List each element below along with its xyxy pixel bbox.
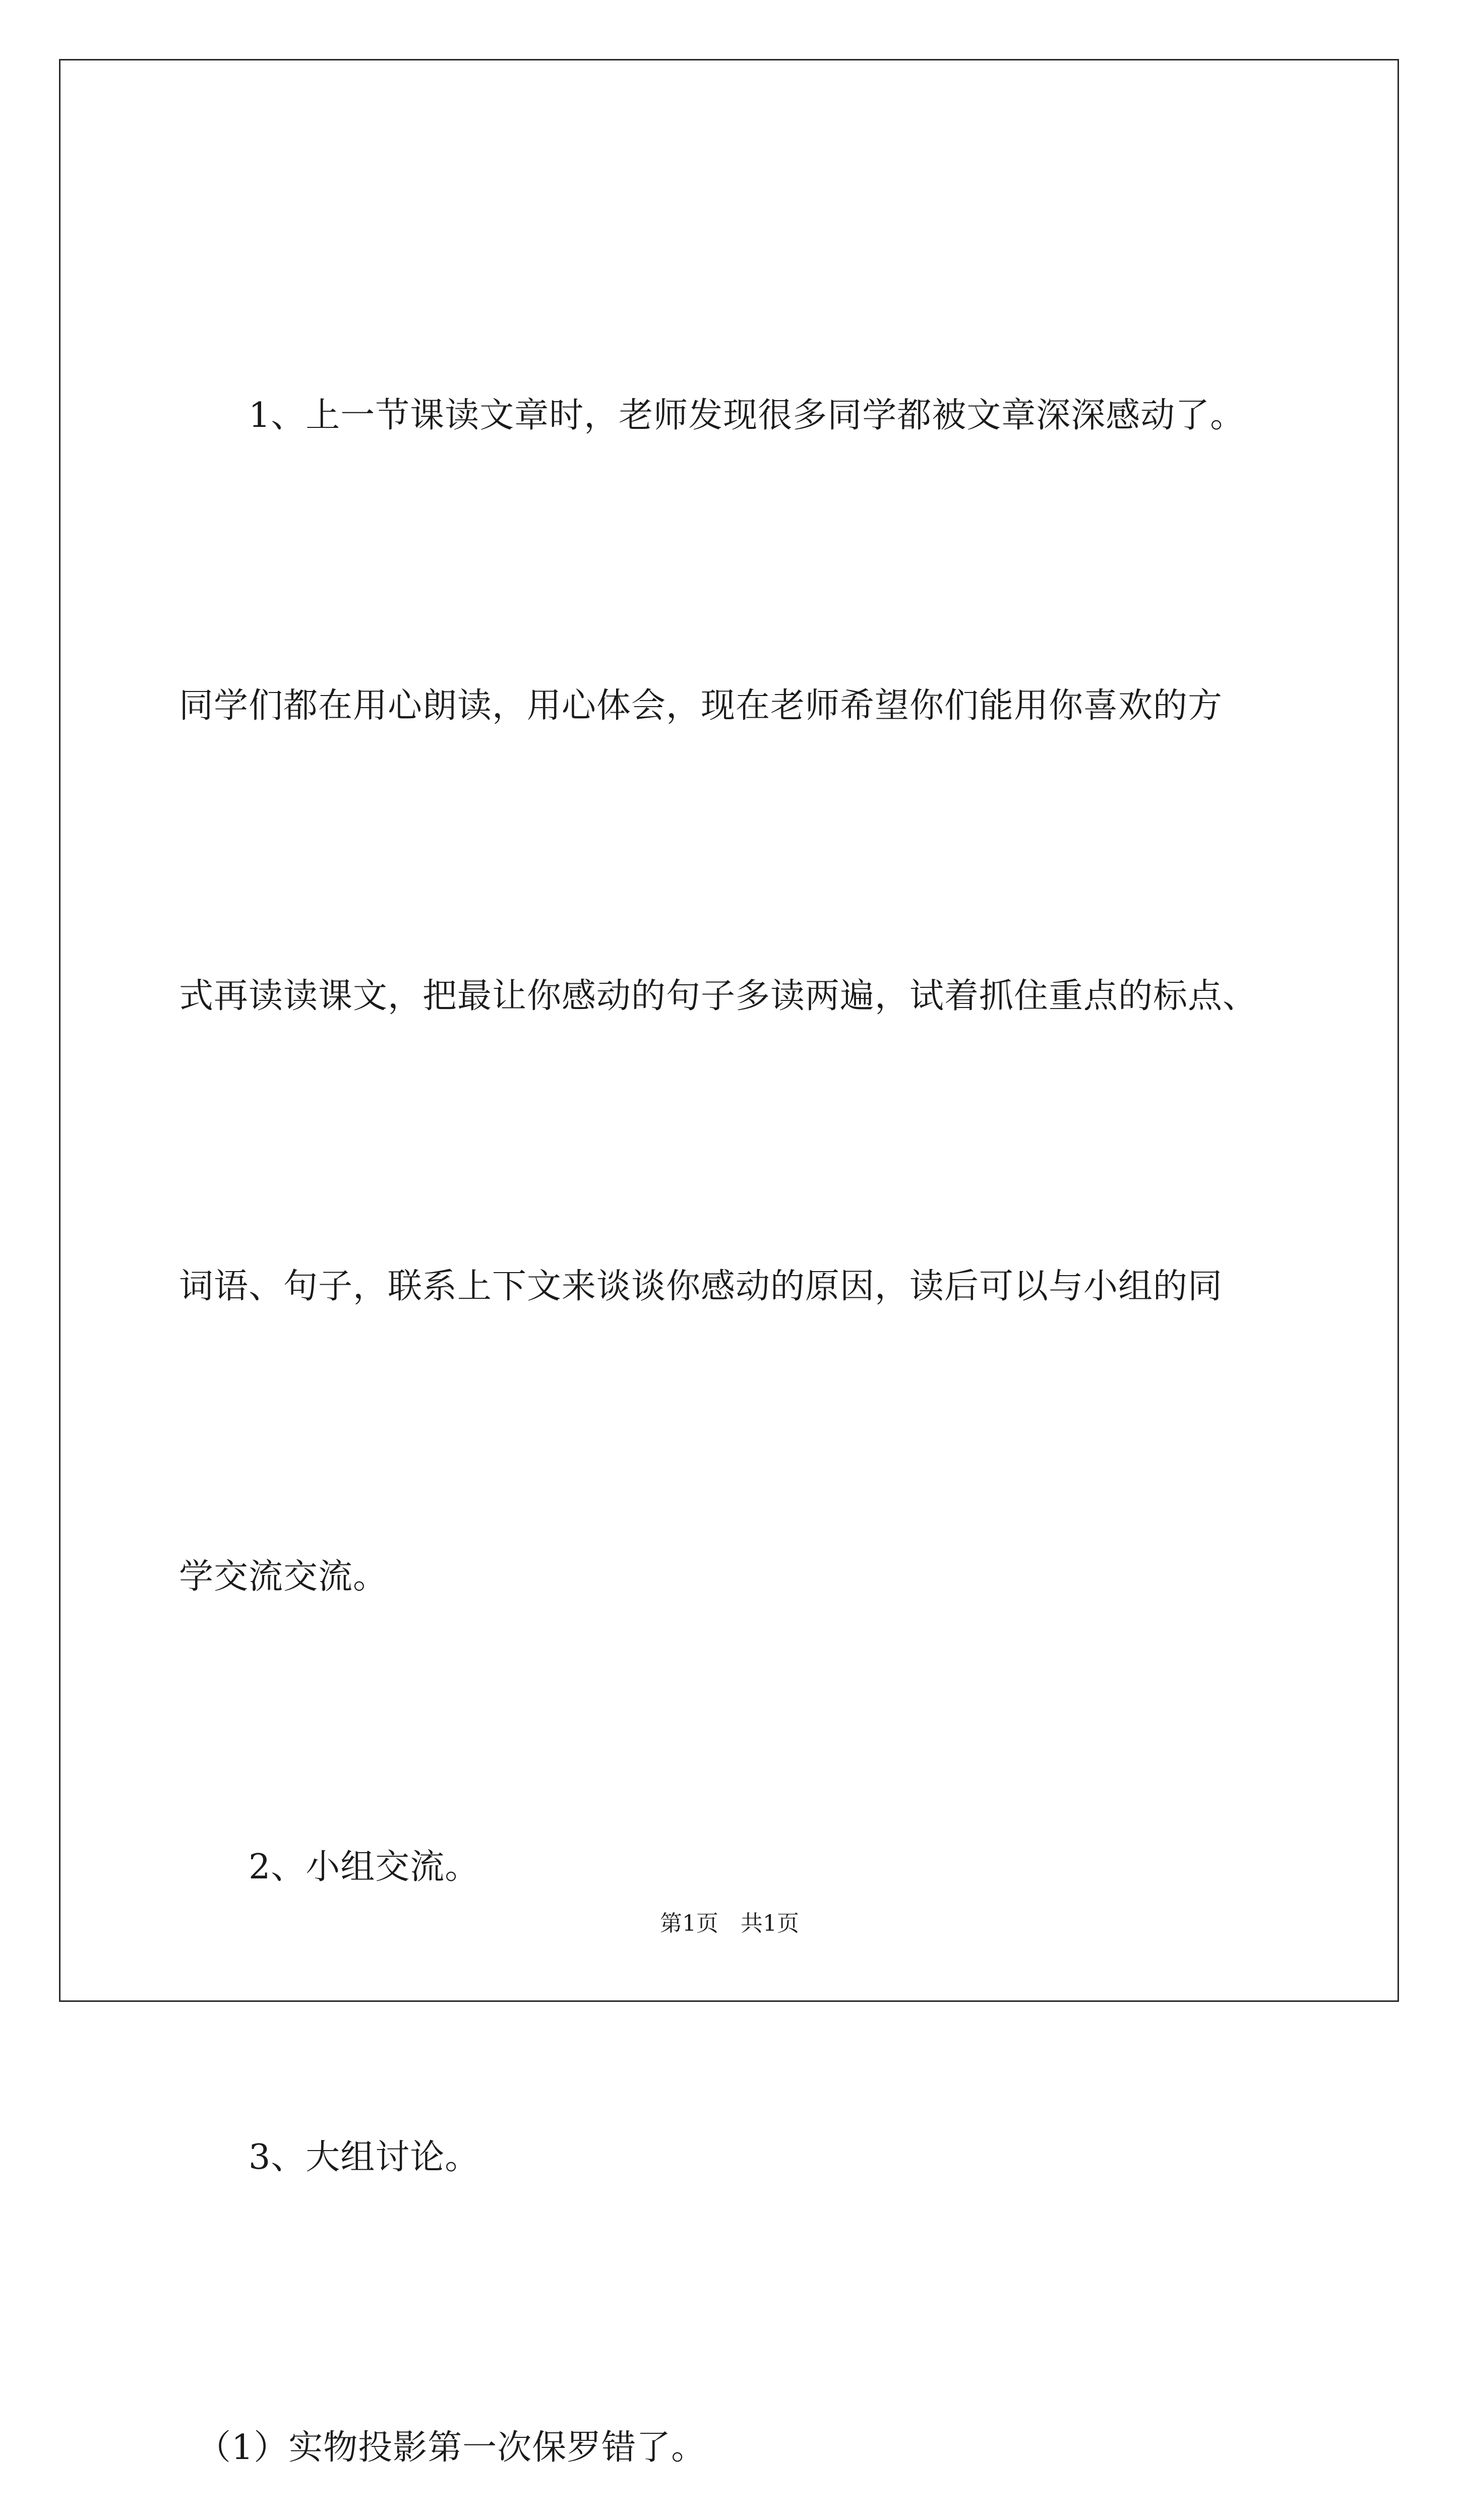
- text-line: 同学们都在用心朗读，用心体会，现在老师希望你们能用你喜欢的方: [179, 686, 1223, 726]
- document-body: [179, 174, 1339, 2520]
- text-block: [179, 174, 1339, 2520]
- text-line: 1、上一节课读文章时，老师发现很多同学都被文章深深感动了。: [179, 396, 1245, 435]
- text-line: 式再读读课文，把最让你感动的句子多读两遍，试着抓住重点的标点、: [179, 976, 1258, 1016]
- page-footer: [0, 1905, 1459, 1937]
- text-line: 词语、句子，联系上下文来谈谈你感动的原因，读后可以与小组的同: [179, 1267, 1223, 1306]
- text-line: 学交流交流。: [179, 1557, 388, 1597]
- text-line: 2、小组交流。: [179, 1847, 480, 1887]
- page-number: 第1页 共1页: [660, 1911, 799, 1936]
- text-line: （1）实物投影第一次保罗错了。: [179, 2428, 706, 2468]
- text-line: 3、大组讨论。: [179, 2137, 480, 2177]
